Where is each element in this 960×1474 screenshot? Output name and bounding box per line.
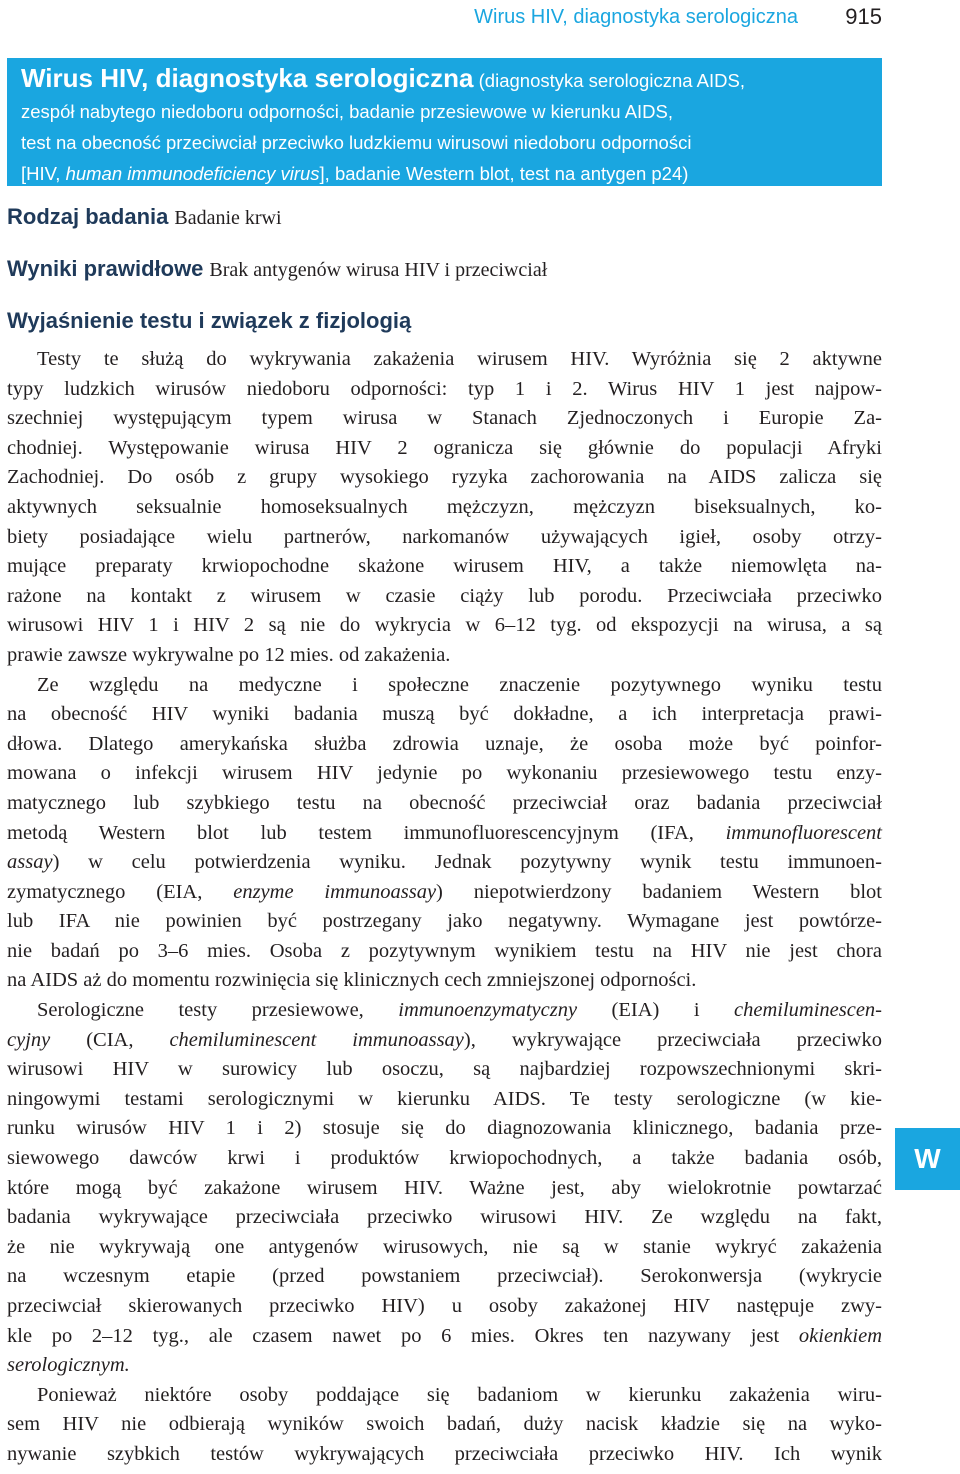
body-line [7,1322,882,1352]
title-line-4-italic: human immunodeficiency virus [65,163,320,184]
body-line [7,1351,882,1381]
body-line: na AIDS aż do momentu rozwinięcia się klinicznych cech zmniejszonej odporności. [7,969,697,992]
body-segment: ) niepotwierdzony badaniem Western blot [436,880,882,903]
body-segment: metodą Western blot lub testem immunofluorescencyjnym (IFA, [7,821,726,844]
body-line [7,878,882,908]
body-italic-segment: enzyme immunoassay [233,880,437,903]
body-line: Ponieważ niektóre osoby poddające się badaniom w kierunku zakażenia wiru- [37,1383,882,1406]
running-head-title: Wirus HIV, diagnostyka serologiczna [474,6,798,28]
section-heading: Wyjaśnienie testu i związek z fizjologią [7,308,412,333]
body-segment: ), wykrywające przeciwciała przeciwko [463,1028,882,1051]
body-line: matycznego lub szybkiego testu na obecność przeciwciał oraz badania przeciwciał [7,791,882,814]
title-line-1 [21,63,868,96]
body-italic-segment: immunofluorescent [725,821,882,844]
body-line: nywanie szybkich testów wykrywających przeciwciała przeciwko HIV. Ich wynik [7,1442,882,1465]
body-line: runku wirusów HIV 1 i 2) stosuje się do diagnozowania klinicznego, badania prze- [7,1117,882,1140]
body-text [7,345,882,1470]
body-line: typy ludzkich wirusów niedoboru odporności: typ 1 i 2. Wirus HIV 1 jest najpow- [7,377,882,400]
title-line-4-post: ], badanie Western blot, test na antygen p24) [319,163,689,184]
body-line: nie badań po 3–6 mies. Osoba z pozytywnym wynikiem testu na HIV nie jest chora [7,939,882,962]
body-line: sem HIV nie odbierają wyników swoich badań, duży nacisk kładzie się na wyko- [7,1413,882,1436]
body-line: wirusowi HIV w surowicy lub osoczu, są najbardziej rozpowszechnionymi skri- [7,1058,882,1081]
body-segment: kle po 2–12 tyg., ale czasem nawet po 6 mies. Okres ten nazywany jest [7,1324,799,1347]
body-line: które mogą być zakażone wirusem HIV. Ważne jest, aby wielokrotnie powtarzać [7,1176,882,1199]
body-line: mowana o infekcji wirusem HIV jedynie po wykonaniu przesiewowego testu enzy- [7,762,882,785]
body-line: siewowego dawców krwi i produktów krwiopochodnych, a także badania osób, [7,1147,882,1170]
alphabet-thumb-tab: W [895,1128,960,1190]
body-line: wirusowi HIV 1 i HIV 2 są nie do wykrycia w 6–12 tyg. od ekspozycji na wirusa, a są [7,614,882,637]
title-line-4-pre: [HIV, [21,163,66,184]
body-segment: (CIA, [50,1028,170,1051]
body-line: prawie zawsze wykrywalne po 12 mies. od zakażenia. [7,643,451,666]
test-type-label: Rodzaj badania [7,204,169,229]
body-italic-segment: assay [7,851,53,874]
body-italic-segment: cyjny [7,1028,51,1051]
body-italic-segment: immunoenzymatyczny [398,999,578,1022]
test-type-value: Badanie krwi [174,207,282,229]
body-segment: (EIA) i [577,999,734,1022]
body-line: mujące preparaty krwiopochodne skażone wirusem HIV, a także niemowlęta na- [7,555,882,578]
running-head [0,4,882,30]
body-line: na obecność HIV wyniki badania muszą być dokładne, a ich interpretacja prawi- [7,703,882,726]
body-line: lub IFA nie powinien być postrzegany jako negatywny. Wymagane jest powtórze- [7,910,882,933]
body-line [7,848,882,878]
body-line [7,1026,882,1056]
body-line: badania wykrywające przeciwciała przeciwko wirusowi HIV. Ze względu na fakt, [7,1206,882,1229]
body-line: Testy te służą do wykrywania zakażenia wirusem HIV. Wyróżnia się 2 aktywne [37,348,882,370]
title-line-2: zespół nabytego niedoboru odporności, badanie przesiewowe w kierunku AIDS, [21,101,674,122]
body-italic-segment: chemiluminescen- [734,999,882,1022]
body-line: Zachodniej. Do osób z grupy wysokiego ryzyka zachorowania na AIDS zalicza się [7,466,882,489]
body-line: Ze względu na medyczne i społeczne znaczenie pozytywnego wyniku testu [37,673,882,696]
body-italic-segment: serologicznym. [7,1354,130,1377]
body-italic-segment: okienkiem [798,1324,882,1347]
body-line: że nie wykrywają one antygenów wirusowych, nie są w stanie wykryć zakażenia [7,1235,882,1258]
body-line [7,819,882,849]
entry-title-box [7,58,882,186]
title-synonyms-start: (diagnostyka serologiczna AIDS, [473,70,745,91]
body-line: aktywnych seksualnie homoseksualnych mężczyzn, mężczyzn biseksualnych, ko- [7,495,882,518]
body-line: biety posiadające wielu partnerów, narkomanów używających igieł, osoby otrzy- [7,525,882,548]
page-number: 915 [845,4,882,29]
body-segment: zymatycznego (EIA, [7,880,234,903]
test-type-field [7,204,282,230]
body-line: chodniej. Występowanie wirusa HIV 2 ogranicza się głównie do populacji Afryki [7,436,882,459]
entry-title: Wirus HIV, diagnostyka serologiczna [21,63,474,93]
body-italic-segment: chemiluminescent immunoassay [169,1028,464,1051]
body-line: przeciwciał skierowanych przeciwko HIV) u osoby zakażonej HIV następuje zwy- [7,1295,882,1317]
body-line: ningowymi testami serologicznymi w kierunku AIDS. Te testy serologiczne (w kie- [7,1087,882,1110]
body-line: rażone na kontakt z wirusem w czasie ciąży lub porodu. Przeciwciała przeciwko [7,584,882,607]
body-line: dłowa. Dlatego amerykańska służba zdrowia uznaje, że osoba może być poinfor- [7,732,882,755]
normal-results-value: Brak antygenów wirusa HIV i przeciwciał [209,259,548,281]
normal-results-label: Wyniki prawidłowe [7,256,204,281]
title-line-4 [21,158,868,189]
body-segment: Serologiczne testy przesiewowe, [37,999,399,1022]
body-line: na wczesnym etapie (przed powstaniem przeciwciał). Serokonwersja (wykrycie [7,1265,882,1288]
normal-results-field [7,256,547,282]
body-line: szechniej występującym typem wirusa w Stanach Zjednoczonych i Europie Za- [7,407,882,430]
title-line-3: test na obecność przeciwciał przeciwko ludzkiemu wirusowi niedoboru odporności [21,132,692,153]
body-line [7,996,882,1026]
body-segment: ) w celu potwierdzenia wyniku. Jednak pozytywny wynik testu immunoen- [52,851,882,874]
